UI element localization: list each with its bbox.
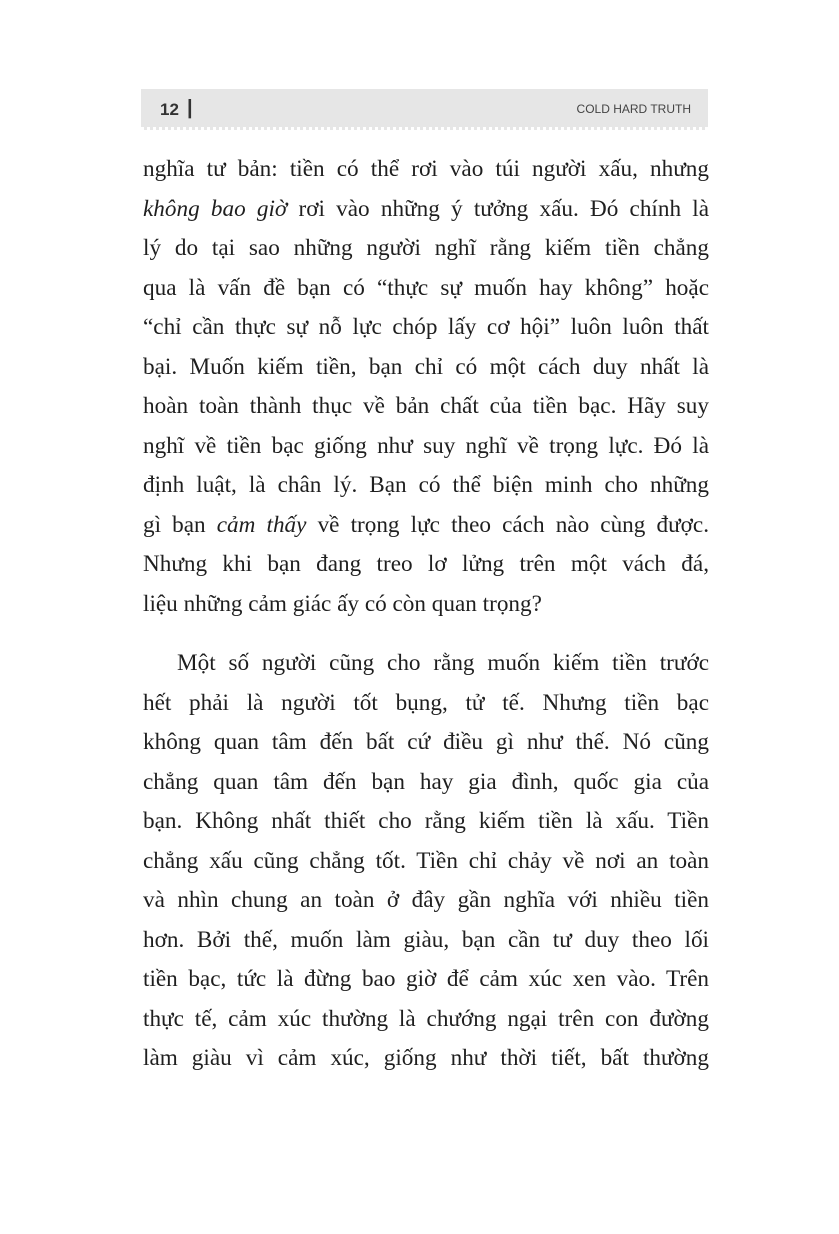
text-line: nghĩ về tiền bạc giống như suy nghĩ về trọng lực. Đó là xyxy=(143,432,709,459)
text-line: định luật, là chân lý. Bạn có thể biện minh cho những xyxy=(143,472,709,498)
italic-phrase: không bao giờ xyxy=(143,195,288,222)
text-line: liệu những cảm giác ấy có còn quan trọng? xyxy=(143,590,542,617)
text-line: Một số người cũng cho rằng muốn kiếm tiền trước xyxy=(177,650,709,676)
paragraph xyxy=(143,150,709,624)
text-line: bại. Muốn kiếm tiền, bạn chỉ có một cách duy nhất là xyxy=(143,353,709,380)
running-header xyxy=(141,89,708,130)
page-number: 12 xyxy=(160,100,179,119)
body-text xyxy=(143,150,709,1079)
italic-phrase: cảm thấy xyxy=(216,511,307,538)
text-line: chẳng quan tâm đến bạn hay gia đình, quốc gia của xyxy=(143,768,709,795)
text-line: gì bạn cảm thấy về trọng lực theo cách nào cùng được. xyxy=(143,511,710,538)
text-line: qua là vấn đề bạn có “thực sự muốn hay không” hoặc xyxy=(143,274,709,301)
text-line: nghĩa tư bản: tiền có thể rơi vào túi người xấu, nhưng xyxy=(143,156,709,182)
text-line: thực tế, cảm xúc thường là chướng ngại trên con đường xyxy=(143,1005,709,1032)
text-line: làm giàu vì cảm xúc, giống như thời tiết, bất thường xyxy=(143,1045,709,1071)
text-line: “chỉ cần thực sự nỗ lực chóp lấy cơ hội” luôn luôn thất xyxy=(143,314,709,340)
text-line: không bao giờ rơi vào những ý tưởng xấu. Đó chính là xyxy=(143,195,710,222)
text-line: lý do tại sao những người nghĩ rằng kiếm tiền chẳng xyxy=(143,235,709,261)
text-line: không quan tâm đến bất cứ điều gì như thế. Nó cũng xyxy=(143,729,709,755)
text-line: Nhưng khi bạn đang treo lơ lửng trên một vách đá, xyxy=(143,551,709,577)
text-line: bạn. Không nhất thiết cho rằng kiếm tiền là xấu. Tiền xyxy=(143,808,709,834)
text-line: hơn. Bởi thế, muốn làm giàu, bạn cần tư duy theo lối xyxy=(143,926,709,953)
header-separator: | xyxy=(187,97,193,119)
text-line: tiền bạc, tức là đừng bao giờ để cảm xúc xen vào. Trên xyxy=(143,966,709,992)
text-line: chẳng xấu cũng chẳng tốt. Tiền chỉ chảy về nơi an toàn xyxy=(143,847,709,874)
running-title: COLD HARD TRUTH xyxy=(576,102,691,116)
paragraph xyxy=(143,644,709,1079)
text-line: hoàn toàn thành thục về bản chất của tiền bạc. Hãy suy xyxy=(143,393,709,419)
text-line: và nhìn chung an toàn ở đây gần nghĩa với nhiều tiền xyxy=(143,887,709,913)
text-line: hết phải là người tốt bụng, tử tế. Nhưng tiền bạc xyxy=(143,689,709,716)
